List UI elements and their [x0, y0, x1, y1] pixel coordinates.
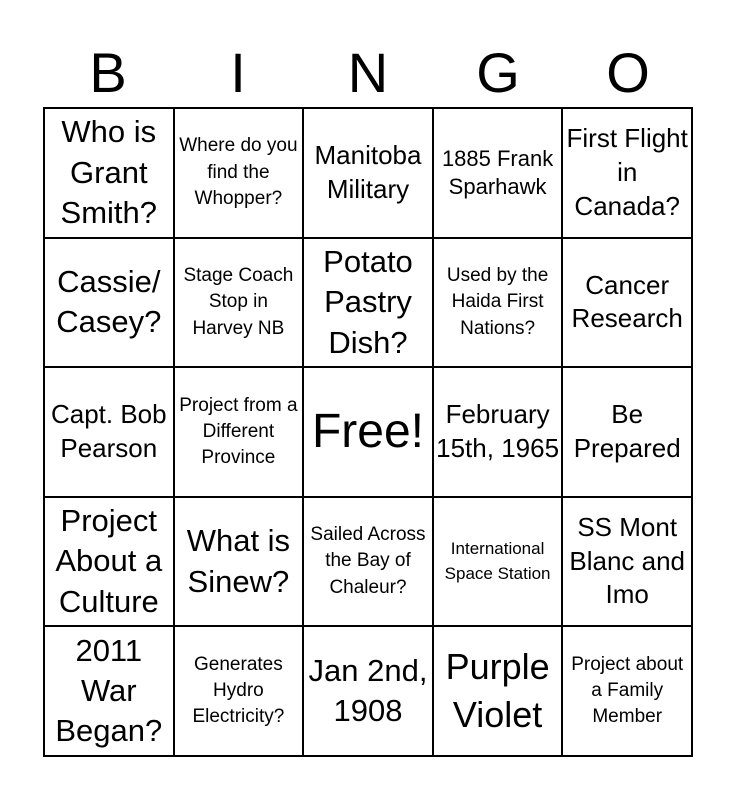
- bingo-cell[interactable]: 2011 War Began?: [44, 626, 174, 756]
- bingo-cell[interactable]: Project about a Family Member: [562, 626, 692, 756]
- bingo-cell[interactable]: Cancer Research: [562, 238, 692, 368]
- header-letter-g: G: [476, 41, 520, 104]
- bingo-cell[interactable]: What is Sinew?: [174, 497, 304, 627]
- bingo-cell[interactable]: International Space Station: [433, 497, 563, 627]
- bingo-cell[interactable]: Used by the Haida First Nations?: [433, 238, 563, 368]
- bingo-cell[interactable]: SS Mont Blanc and Imo: [562, 497, 692, 627]
- bingo-cell[interactable]: Where do you find the Whopper?: [174, 108, 304, 238]
- bingo-cell[interactable]: Jan 2nd, 1908: [303, 626, 433, 756]
- bingo-cell[interactable]: 1885 Frank Sparhawk: [433, 108, 563, 238]
- header-letter-o: O: [606, 41, 650, 104]
- bingo-cell[interactable]: Be Prepared: [562, 367, 692, 497]
- header-letter-b: B: [89, 41, 127, 104]
- bingo-cell[interactable]: First Flight in Canada?: [562, 108, 692, 238]
- bingo-cell[interactable]: Potato Pastry Dish?: [303, 238, 433, 368]
- bingo-cell[interactable]: Capt. Bob Pearson: [44, 367, 174, 497]
- bingo-cell[interactable]: Who is Grant Smith?: [44, 108, 174, 238]
- bingo-cell[interactable]: Generates Hydro Electricity?: [174, 626, 304, 756]
- bingo-card: [43, 107, 693, 757]
- bingo-header: [43, 38, 693, 108]
- bingo-cell[interactable]: Project from a Different Province: [174, 367, 304, 497]
- bingo-cell[interactable]: Cassie/ Casey?: [44, 238, 174, 368]
- bingo-cell[interactable]: Stage Coach Stop in Harvey NB: [174, 238, 304, 368]
- bingo-cell[interactable]: February 15th, 1965: [433, 367, 563, 497]
- free-space-cell[interactable]: Free!: [303, 367, 433, 497]
- header-letter-n: N: [347, 41, 389, 104]
- bingo-cell[interactable]: Sailed Across the Bay of Chaleur?: [303, 497, 433, 627]
- bingo-cell[interactable]: Project About a Culture: [44, 497, 174, 627]
- header-letter-i: I: [230, 41, 246, 104]
- bingo-cell[interactable]: Manitoba Military: [303, 108, 433, 238]
- bingo-cell[interactable]: Purple Violet: [433, 626, 563, 756]
